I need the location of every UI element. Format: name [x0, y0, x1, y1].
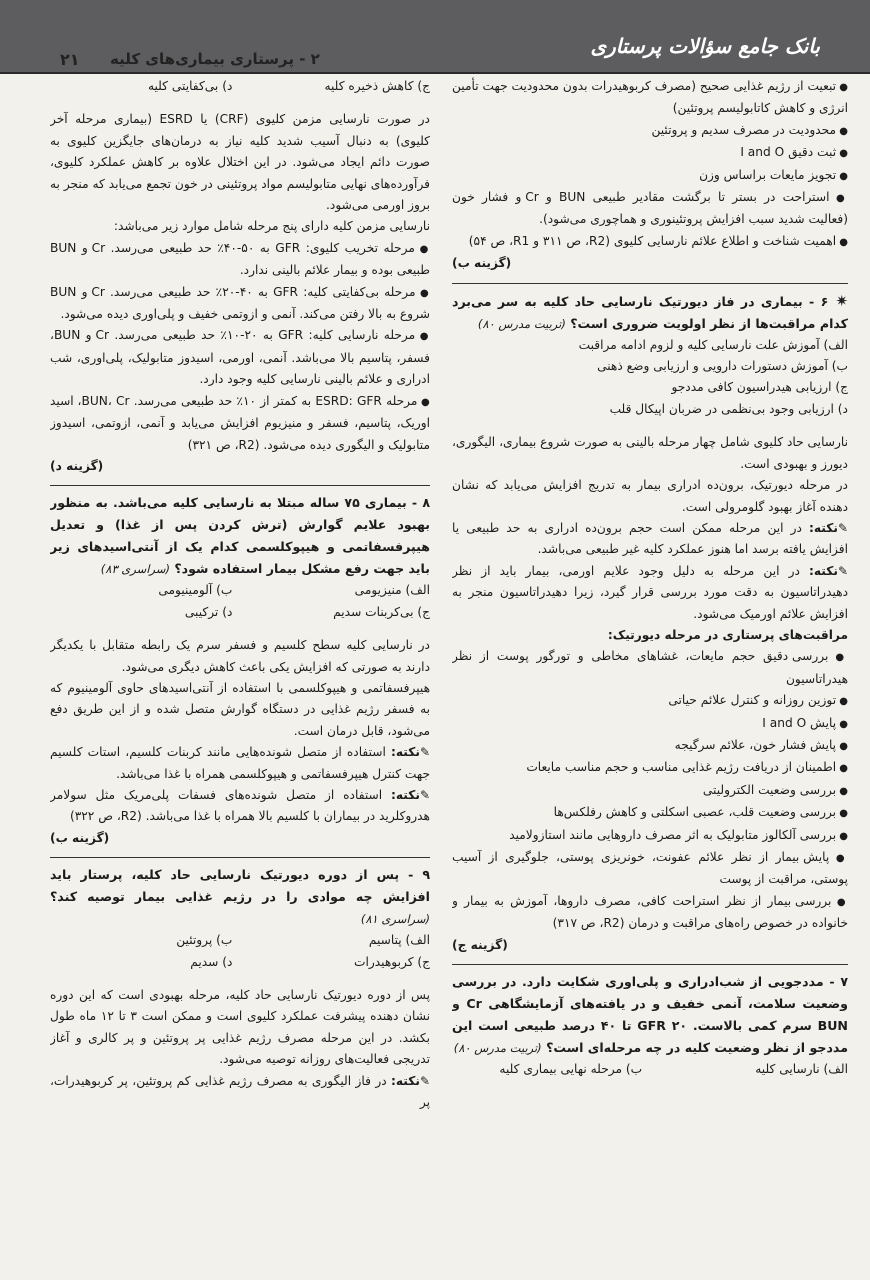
option-b: ب) آموزش دستورات دارویی و ارزیابی وضع ذهنی [597, 359, 848, 374]
answer-label: (گزینه ج) [452, 937, 508, 952]
question-9 [50, 864, 430, 930]
note-label: نکته: [391, 1073, 420, 1088]
option-b: ب) آلومینیومی [158, 583, 233, 598]
option-a: الف) نارسایی کلیه [755, 1062, 848, 1077]
option-b: ب) مرحله نهایی بیماری کلیه [499, 1062, 643, 1077]
question-source: (سراسری ۸۱) [360, 912, 430, 927]
explanation-paragraph: در مرحله دیورتیک، برون‌ده ادراری بیمار به تدریج افزایش می‌یابد که نشان دهنده آغاز بهبود گلومرولی است. [452, 478, 848, 514]
list-item: ● مرحله بی‌کفایتی کلیه: GFR به ۴۰-۲۰٪ حد طبیعی می‌رسد. Cr و BUN شروع به بالا رفتن می‌کند. آنمی و ازوتمی خفیف و پلی‌اوری دیده می‌شود. [50, 282, 430, 326]
note-icon: ✎ [419, 1073, 430, 1088]
list-item: ● استراحت در بستر تا برگشت مقادیر طبیعی BUN و Cr و فشار خون (فعالیت شدید سبب افزایش پروتئینوری و هماچوری می‌شود). [452, 187, 848, 231]
question-text: ۷ - مددجویی از شب‌ادراری و پلی‌اوری شکایت دارد. در بررسی وضعیت سلامت، آنمی خفیف و در یافته‌های آزمایشگاهی Cr و BUN سرم کمی بالاست. GFR ۲۰ تا ۴۰ درصد طبیعی است این مددجو از نظر وضعیت کلیه در چه مرحله‌ای است؟ [452, 974, 848, 1056]
list-item: ● تجویز مایعات براساس وزن [452, 165, 848, 187]
option-a: الف) منیزیومی [354, 583, 430, 598]
note-label: نکته: [809, 563, 838, 578]
list-item: ● مرحله تخریب کلیوی: GFR به ۵۰-۴۰٪ حد طبیعی می‌رسد. Cr و BUN طبیعی بوده و بیمار علائم بالینی ندارد. [50, 238, 430, 282]
list-item: ● اهمیت شناخت و اطلاع علائم نارسایی کلیوی (R2، ص ۳۱۱ و R1، ص ۵۴) [452, 231, 848, 253]
list-item: ● اطمینان از دریافت رژیم غذایی مناسب و حجم مناسب مایعات [452, 757, 848, 779]
list-item: ● پایش بیمار از نظر علائم عفونت، خونریزی پوستی، جلوگیری از آسیب پوستی، مراقبت از پوست [452, 847, 848, 891]
explanation-paragraph: هیپرفسفاتمی و هیپوکلسمی با استفاده از آنتی‌اسیدهای حاوی آلومینیوم که به فسفر رژیم غذایی در دستگاه گوارش متصل شده و از این طریق دفع می‌شود، قابل درمان است. [50, 680, 430, 738]
question-text: ۹ - پس از دوره دیورتیک نارسایی حاد کلیه، پرستار باید افزایش چه موادی را در رژیم غذایی بیمار توصیه کند؟ [50, 867, 430, 905]
list-item: ● مرحله نارسایی کلیه: GFR به ۲۰-۱۰٪ حد طبیعی می‌رسد. Cr و BUN، فسفر، پتاسیم بالا می‌باشد. آنمی، اورمی، اسیدوز متابولیک، پلی‌اوری، شب ادراری و علائم بالینی نارسایی کلیه وجود دارد. [50, 325, 430, 390]
note [50, 785, 430, 828]
list-item: ● توزین روزانه و کنترل علائم حیاتی [452, 690, 848, 712]
list-item: ● بررسی وضعیت الکترولیتی [452, 780, 848, 802]
page-number: ۲۱ [60, 50, 80, 69]
list-item: ● پایش I and O [452, 713, 848, 735]
question-text: ۸ - بیماری ۷۵ ساله مبتلا به نارسایی کلیه می‌باشد. به منظور بهبود علایم گوارش (ترش کردن پس از غذا) و تعدیل هیپرفسفاتمی و هیپوکلسمی کدام یک از آنتی‌اسیدهای زیر باید جهت رفع مشکل بیمار استفاده شود؟ [50, 495, 430, 577]
options-row [50, 602, 430, 623]
list-item: ● ثبت دقیق I and O [452, 142, 848, 164]
note-icon: ✎ [837, 520, 848, 535]
note [452, 518, 848, 561]
question-6 [452, 290, 848, 335]
note-icon: ✎ [419, 787, 430, 802]
question-source: (تربیت مدرس ۸۰) [453, 1041, 542, 1056]
spacer [50, 97, 430, 109]
note-label: نکته: [391, 787, 420, 802]
option-c: ج) بی‌کربنات سدیم [333, 604, 430, 619]
note [452, 561, 848, 625]
note-icon: ✎ [837, 563, 848, 578]
book-title: بانک جامع سؤالات پرستاری [590, 34, 820, 58]
option-c: ج) کربوهیدرات [354, 954, 430, 969]
right-column [452, 76, 848, 1276]
answer-label: (گزینه د) [50, 458, 104, 473]
note [50, 742, 430, 785]
left-column [50, 76, 430, 1276]
list-item: ● بررسی بیمار از نظر استراحت کافی، مصرف داروها، آموزش به بیمار و خانواده در خصوص راه‌های مراقبت و درمان (R2، ص ۳۱۷) [452, 891, 848, 935]
option-d: د) ترکیبی [184, 604, 233, 619]
section-heading: مراقبت‌های پرستاری در مرحله دیورتیک: [607, 627, 848, 642]
option-d: د) ارزیابی وجود بی‌نظمی در ضربان اپیکال قلب [609, 401, 848, 416]
note-text: در فاز الیگوری به مصرف رژیم غذایی کم پروتئین، پر کربوهیدرات، پر [50, 1073, 430, 1110]
divider [452, 964, 848, 965]
options-row [50, 930, 430, 951]
list-item: ● بررسی وضعیت قلب، عصبی اسکلتی و کاهش رفلکس‌ها [452, 802, 848, 824]
question-text: ۶ - بیماری در فاز دیورتیک نارسایی حاد کلیه به سر می‌برد کدام مراقبت‌ها از نظر اولویت ضروری است؟ [452, 293, 848, 331]
list-item: ● تبعیت از رژیم غذایی صحیح (مصرف کربوهیدرات بدون محدودیت جهت تأمین انرژی و کاهش کاتابولیسم پروتئین) [452, 76, 848, 120]
note-icon: ✎ [419, 745, 430, 760]
header-rule [0, 72, 870, 74]
spacer [50, 973, 430, 985]
divider [452, 283, 848, 284]
list-item: ● محدودیت در مصرف سدیم و پروتئین [452, 120, 848, 142]
explanation-paragraph: نارسایی مزمن کلیه دارای پنج مرحله شامل موارد زیر می‌باشد: [113, 219, 430, 234]
question-7 [452, 971, 848, 1059]
option-c: ج) ارزیابی هیدراسیون کافی مددجو [671, 380, 848, 395]
option-d: د) بی‌کفایتی کلیه [147, 79, 233, 93]
list-item: ● پایش فشار خون، علائم سرگیجه [452, 735, 848, 757]
note-text: در این مرحله ممکن است حجم برون‌ده ادراری به حد طبیعی یا افزایش یافته برسد اما هنوز عملکرد کلیه غیر طبیعی می‌باشد. [452, 520, 848, 557]
option-c: ج) کاهش ذخیره کلیه [324, 79, 430, 93]
explanation-paragraph: نارسایی حاد کلیوی شامل چهار مرحله بالینی به صورت شروع بیماری، الیگوری، دیورز و بهبودی است. [452, 435, 848, 471]
list-item: ● بررسی آلکالوز متابولیک به اثر مصرف داروهایی مانند استازولامید [452, 825, 848, 847]
note-text: استفاده از متصل شونده‌هایی مانند کربنات کلسیم، استات کلسیم جهت کنترل هیپرفسفاتمی و هیپوکلسمی همراه با غذا می‌باشد. [50, 745, 430, 781]
option-a: الف) آموزش علت نارسایی کلیه و لزوم ادامه مراقبت [578, 337, 848, 352]
star-icon: ✷ [828, 291, 848, 310]
options-row [50, 76, 430, 97]
spacer [50, 623, 430, 635]
spacer [452, 420, 848, 432]
option-a: الف) پتاسیم [368, 933, 430, 948]
question-source: (تربیت مدرس ۸۰) [477, 316, 566, 331]
explanation-paragraph: در نارسایی کلیه سطح کلسیم و فسفر سرم یک رابطه متقابل با یکدیگر دارند به صورتی که افزایش یکی باعث کاهش دیگری می‌شود. [50, 638, 430, 674]
list-item: ● مرحله ESRD: GFR به کمتر از ۱۰٪ حد طبیعی می‌رسد. BUN، Cr، اسید اوریک، پتاسیم، فسفر و منیزیوم افزایش می‌یابد و آنمی، ازوتمی، اسیدوز متابولیک و الیگوری دیده می‌شود. (R2، ص ۳۲۱) [50, 391, 430, 456]
option-d: د) سدیم [190, 954, 233, 969]
option-b: ب) پروتئین [176, 933, 233, 948]
note-text: در این مرحله به دلیل وجود علایم اورمی، بیمار باید از نظر دهیدراتاسیون به دقت مورد بررسی قرار گیرد، زیرا دهیدراتاسیون منجر به افزایش علائم اورمیک می‌شود. [452, 563, 848, 621]
list-item: ● بررسی دقیق حجم مایعات، غشاهای مخاطی و تورگور پوست از نظر هیدراتاسیون [452, 646, 848, 690]
divider [50, 857, 430, 858]
note-text: استفاده از متصل شونده‌های فسفات پلی‌مریک مثل سولامر هدروکلرید در بیماران با کلسیم بالا همراه با غذا می‌باشد. (R2، ص ۳۲۲) [50, 787, 430, 824]
answer-label: (گزینه ب) [50, 830, 110, 845]
options-row [50, 580, 430, 601]
note-label: نکته: [391, 745, 420, 760]
question-8 [50, 492, 430, 580]
explanation-paragraph: در صورت نارسایی مزمن کلیوی (CRF) یا ESRD (بیماری مرحله آخر کلیوی) به دنبال آسیب شدید کلیه نیاز به درمان‌های جایگزین کلیوی به صورت دائم ایجاد می‌شود. در این اختلال علاوه بر کاهش عملکرد کلیوی، فرآورده‌های نهایی متابولیسم مواد پروتئینی در خون تجمع می‌یابد که منجر به بروز اورمی می‌شود. [50, 112, 430, 213]
chapter-title: ۲ - پرستاری بیماری‌های کلیه [110, 50, 320, 68]
answer-label: (گزینه ب) [452, 256, 512, 271]
options-row [50, 952, 430, 973]
note-label: نکته: [809, 520, 838, 535]
note [50, 1071, 430, 1114]
explanation-paragraph: پس از دوره دیورتیک نارسایی حاد کلیه، مرحله بهبودی است که این دوره نشان دهنده پیشرفت عملکرد کلیوی است و ممکن است ۳ تا ۱۲ ماه طول بکشد. در این مرحله مصرف رژیم غذایی پر پروتئین و پر کالری و آغاز تدریجی فعالیت‌های روزانه توصیه می‌شود. [50, 988, 430, 1067]
options-row [452, 1059, 848, 1080]
question-source: (سراسری ۸۳) [100, 562, 170, 577]
divider [50, 485, 430, 486]
